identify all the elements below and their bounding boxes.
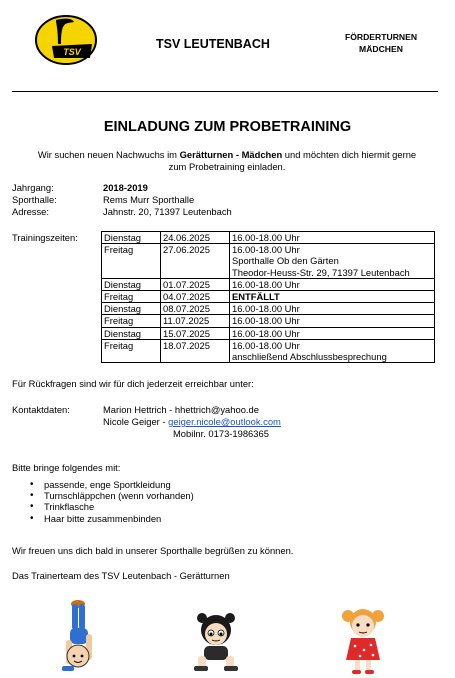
header-divider: [12, 91, 438, 92]
bring-heading: Bitte bringe folgendes mit:: [12, 462, 121, 473]
signature-text: Das Trainerteam des TSV Leutenbach - Gerätturnen: [12, 570, 230, 581]
address-label: Adresse:: [12, 206, 49, 217]
list-item: • Haar bitte zusammenbinden: [14, 513, 194, 524]
intro-text: [14, 149, 440, 173]
schedule-day: Freitag: [102, 315, 161, 327]
schedule-line: 16.00-18.00 Uhr: [232, 232, 300, 243]
hall-value: Rems Murr Sporthalle: [103, 194, 195, 205]
table-row: [102, 232, 435, 244]
intro-bold: Gerätturnen - Mädchen: [179, 149, 283, 160]
schedule-day: Dienstag: [102, 327, 161, 339]
schedule-line: 16.00-18.00 Uhr: [232, 327, 300, 339]
schedule-time: [230, 327, 435, 339]
club-name: TSV LEUTENBACH: [156, 37, 270, 51]
kid-crawling-illustration: [192, 604, 242, 676]
closing-text: Wir freuen uns dich bald in unserer Sporthalle begrüßen zu können.: [12, 545, 294, 556]
contact-mobile: Mobilnr. 0173-1986365: [173, 428, 269, 439]
schedule-day: Freitag: [102, 244, 161, 279]
schedule-date: 08.07.2025: [161, 303, 230, 315]
schedule-day: Dienstag: [102, 278, 161, 290]
table-row: [102, 278, 435, 290]
kid-girl-illustration: [340, 602, 386, 678]
table-row: [102, 244, 435, 279]
list-item: • passende, enge Sportkleidung: [14, 479, 194, 490]
schedule-time: [230, 315, 435, 327]
questions-text: Für Rückfragen sind wir für dich jederzeit erreichbar unter:: [12, 378, 254, 389]
schedule-time: [230, 339, 435, 362]
year-value: 2018-2019: [103, 182, 148, 193]
address-value: Jahnstr. 20, 71397 Leutenbach: [103, 206, 232, 217]
email-link[interactable]: geiger.nicole@outlook.com: [168, 416, 281, 427]
table-row: [102, 303, 435, 315]
kid-handstand-illustration: [58, 598, 104, 676]
schedule-time: [230, 278, 435, 290]
schedule-line: Theodor-Heuss-Str. 29, 71397 Leutenbach: [232, 266, 410, 278]
schedule-day: Freitag: [102, 291, 161, 303]
schedule-day: Dienstag: [102, 303, 161, 315]
schedule-label: Trainingszeiten:: [12, 232, 78, 243]
schedule-day: Dienstag: [102, 232, 161, 244]
schedule-day: Freitag: [102, 339, 161, 362]
schedule-time: [230, 232, 435, 244]
year-label: Jahrgang:: [12, 182, 54, 193]
schedule-line: 16.00-18.00 Uhr: [232, 244, 300, 256]
table-row: [102, 327, 435, 339]
hall-label: Sporthalle:: [12, 194, 57, 205]
schedule-date: 04.07.2025: [161, 291, 230, 303]
cancelled-badge: ENTFÄLLT: [232, 291, 280, 303]
bring-list: [14, 479, 194, 524]
intro-part-2: und möchten dich hiermit gerne: [282, 149, 417, 160]
schedule-line: 16.00-18.00 Uhr: [232, 278, 300, 290]
schedule-date: 01.07.2025: [161, 278, 230, 290]
schedule-line: 16.00-18.00 Uhr: [232, 303, 300, 315]
schedule-line: 16.00-18.00 Uhr: [232, 315, 300, 327]
contacts-label: Kontaktdaten:: [12, 404, 70, 415]
contact-nicole: [103, 416, 281, 427]
svg-text:TSV: TSV: [63, 47, 81, 57]
contact-nicole-name: Nicole Geiger -: [103, 416, 169, 427]
schedule-line: anschließend Abschlussbesprechung: [232, 351, 387, 363]
page-title: EINLADUNG ZUM PROBETRAINING: [103, 119, 352, 135]
contact-marion: Marion Hettrich - hhettrich@yahoo.de: [103, 404, 259, 415]
table-row: [102, 291, 435, 303]
table-row: [102, 315, 435, 327]
schedule-time: [230, 244, 435, 279]
department-label: [326, 31, 436, 55]
schedule-date: 24.06.2025: [161, 232, 230, 244]
schedule-time: [230, 303, 435, 315]
table-row: [102, 339, 435, 362]
schedule-date: 27.06.2025: [161, 244, 230, 279]
department-line-1: FÖRDERTURNEN: [344, 32, 418, 42]
schedule-time: [230, 291, 435, 303]
schedule-line: 16.00-18.00 Uhr: [232, 339, 300, 351]
schedule-date: 11.07.2025: [161, 315, 230, 327]
intro-part-1: Wir suchen neuen Nachwuchs im: [37, 149, 180, 160]
schedule-table: [101, 231, 435, 363]
department-line-2: MÄDCHEN: [359, 44, 403, 54]
schedule-date: 15.07.2025: [161, 327, 230, 339]
schedule-line: Sporthalle Ob den Gärten: [232, 255, 339, 267]
intro-line-2: zum Probetraining einladen.: [168, 161, 286, 172]
list-item: • Trinkflasche: [14, 501, 194, 512]
club-logo: [34, 14, 98, 66]
schedule-date: 18.07.2025: [161, 339, 230, 362]
list-item: • Turnschläppchen (wenn vorhanden): [14, 490, 194, 501]
